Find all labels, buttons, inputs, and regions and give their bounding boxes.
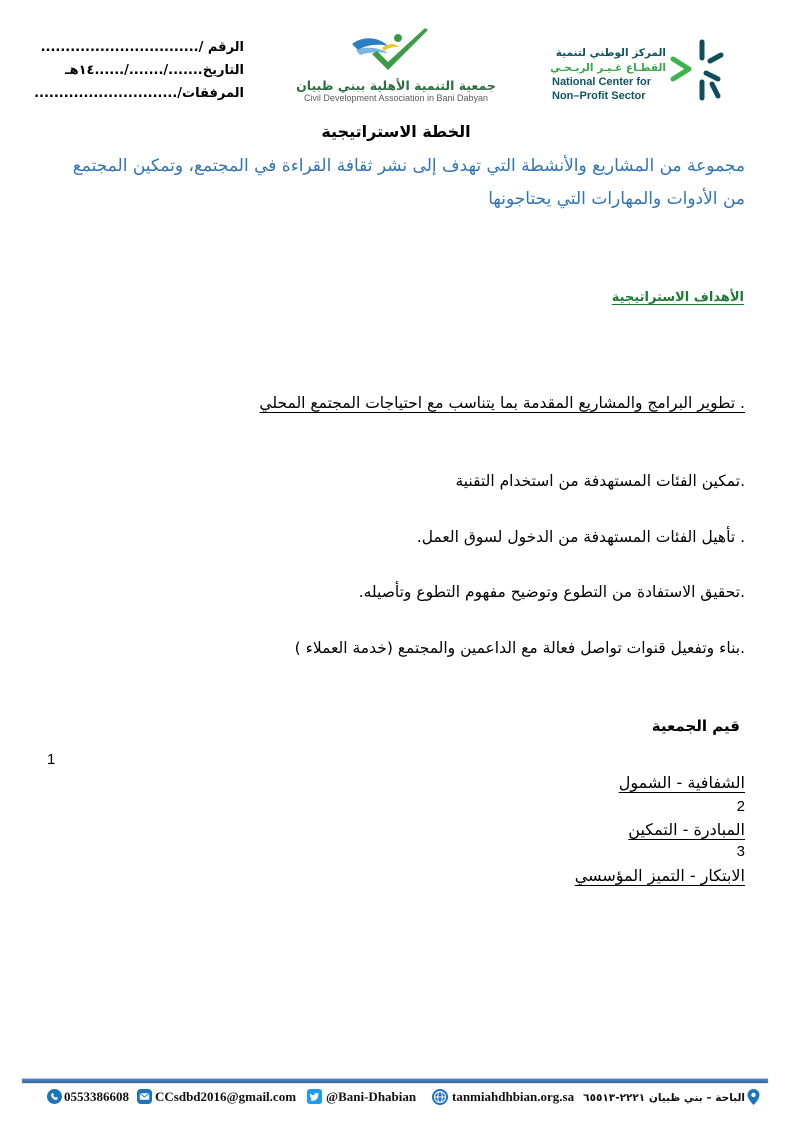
- association-name-english: Civil Development Association in Bani Dabyan: [303, 93, 489, 103]
- value-item: الشفافية - الشمول: [618, 773, 745, 792]
- location-pin-icon: [747, 1089, 760, 1105]
- footer-website: tanmiahdhbian.org.sa: [452, 1089, 575, 1104]
- footer-phone: 0553386608: [64, 1089, 129, 1104]
- footer-divider: [22, 1079, 768, 1081]
- value-item: الابتكار - التميز المؤسسي: [574, 866, 745, 885]
- ncnp-logo-mark: [668, 38, 724, 102]
- goal-item: .تمكين الفئات المستهدفة من استخدام التقنية: [455, 472, 745, 490]
- goal-item: .بناء وتفعيل قنوات تواصل فعالة مع الداعمين والمجتمع (خدمة العملاء ): [294, 639, 745, 657]
- logo-green-check: [372, 28, 428, 70]
- reference-number-line: الرقم /................................: [40, 40, 244, 55]
- ncnp-name-arabic-line2: القطـاع غـيـر الربـحـي: [550, 62, 666, 74]
- association-logo: [290, 24, 502, 108]
- association-logo-mark: [348, 26, 432, 76]
- national-center-logo: [550, 38, 728, 104]
- value-item: المبادرة - التمكين: [628, 820, 745, 839]
- globe-icon: [432, 1089, 448, 1105]
- values-heading: قيم الجمعية: [651, 717, 740, 735]
- value-number: 2: [736, 798, 745, 815]
- goals-heading: الأهداف الاستراتيجية: [611, 290, 744, 305]
- goal-item: . تطوير البرامج والمشاريع المقدمة بما يتناسب مع احتياجات المجتمع المحلي: [259, 394, 745, 412]
- footer-email: CCsdbd2016@gmail.com: [155, 1089, 297, 1104]
- letter-reference-block: [29, 36, 244, 105]
- value-number: 3: [736, 843, 745, 860]
- logo-green-dot: [394, 34, 402, 42]
- footer-twitter: @Bani-Dhabian: [326, 1089, 417, 1104]
- goal-item: .تحقيق الاستفادة من التطوع وتوضيح مفهوم التطوع وتأصيله.: [358, 583, 745, 601]
- date-line: التاريخ......./......./......١٤هـ: [65, 63, 244, 78]
- attachments-line: المرفقات/.............................: [34, 86, 244, 101]
- twitter-icon: [307, 1089, 322, 1104]
- ncnp-name-english-line2: Non–Profit Sector: [552, 90, 646, 102]
- association-name-arabic: جمعية التنمية الأهلية ببني ظبيان: [296, 78, 496, 93]
- ncnp-name-arabic-line1: المركز الوطني لتنمية: [555, 47, 666, 59]
- vision-statement: مجموعة من المشاريع والأنشطة التي تهدف إلى نشر ثقافة القراءة في المجتمع، وتمكين المجتمع من الأدوات والمهارات التي يحتاجونها: [72, 156, 745, 209]
- phone-icon: [47, 1089, 62, 1104]
- value-number: 1: [47, 751, 56, 768]
- mail-icon: [137, 1089, 152, 1104]
- goal-item: . تأهيل الفئات المستهدفة من الدخول لسوق العمل.: [416, 528, 745, 546]
- footer-address: الباحة – بني ظبيان ٢٢٢١-٦٥٥١٣: [583, 1092, 745, 1104]
- ncnp-name-english-line1: National Center for: [552, 76, 652, 88]
- document-title: الخطة الاستراتيجية: [321, 122, 471, 141]
